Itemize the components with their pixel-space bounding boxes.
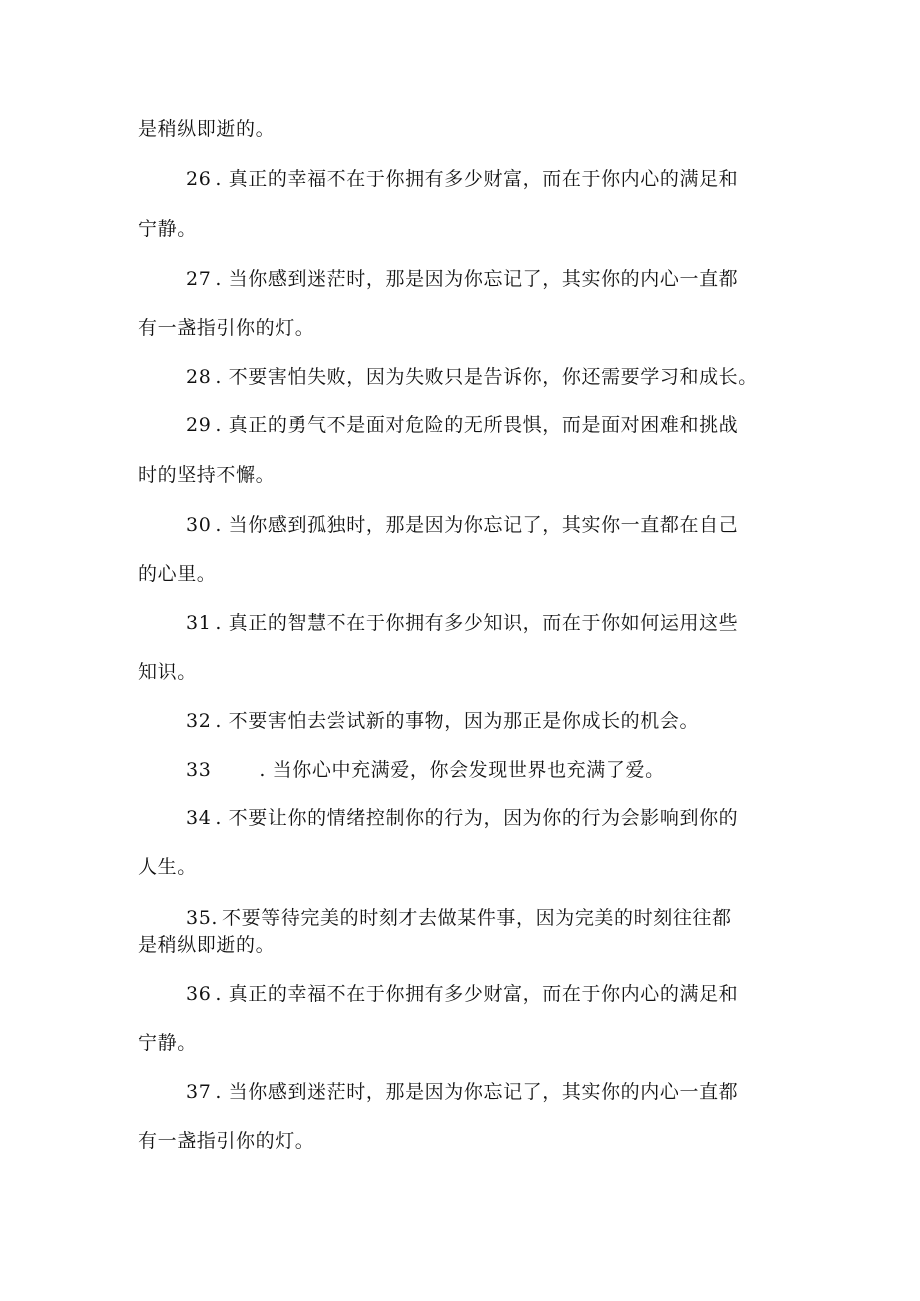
paragraph-text: . 当你心中充满爱，你会发现世界也充满了爱。 (259, 759, 665, 781)
paragraph-number: 29 (186, 414, 212, 436)
paragraph-number: 35. (186, 907, 219, 929)
paragraph-32-line-1 (186, 709, 846, 733)
paragraph-text: . 真正的幸福不在于你拥有多少财富，而在于你内心的满足和 (215, 168, 739, 190)
paragraph-35-line-2: 是稍纵即逝的。 (138, 934, 276, 956)
paragraph-continuation-line: 是稍纵即逝的。 (138, 118, 276, 140)
paragraph-text: . 不要害怕失败，因为失败只是告诉你，你还需要学习和成长。 (215, 366, 758, 388)
paragraph-text: . 当你感到迷茫时，那是因为你忘记了，其实你的内心一直都 (215, 1081, 739, 1103)
paragraph-number: 37 (186, 1081, 212, 1103)
paragraph-number: 30 (186, 514, 212, 536)
paragraph-30-line-1 (186, 513, 846, 537)
paragraph-text: . 真正的勇气不是面对危险的无所畏惧，而是面对困难和挑战 (215, 414, 739, 436)
paragraph-number: 28 (186, 366, 212, 388)
paragraph-text: . 真正的幸福不在于你拥有多少财富，而在于你内心的满足和 (215, 983, 739, 1005)
paragraph-36-line-2: 宁静。 (138, 1032, 197, 1054)
paragraph-37-line-1 (186, 1080, 846, 1104)
paragraph-31-line-1 (186, 611, 846, 635)
paragraph-26-line-2: 宁静。 (138, 218, 197, 240)
paragraph-number: 33 (186, 759, 212, 781)
paragraph-number: 26 (186, 168, 212, 190)
paragraph-26-line-1 (186, 167, 846, 191)
paragraph-28-line-1 (186, 365, 846, 389)
paragraph-37-line-2: 有一盏指引你的灯。 (138, 1130, 315, 1152)
paragraph-text: . 不要让你的情绪控制你的行为，因为你的行为会影响到你的 (215, 807, 739, 829)
paragraph-number: 34 (186, 807, 212, 829)
paragraph-text: . 真正的智慧不在于你拥有多少知识，而在于你如何运用这些 (215, 612, 739, 634)
paragraph-27-line-1 (186, 267, 846, 291)
paragraph-31-line-2: 知识。 (138, 661, 197, 683)
paragraph-34-line-2: 人生。 (138, 856, 197, 878)
paragraph-number: 36 (186, 983, 212, 1005)
paragraph-35-line-1 (186, 906, 846, 930)
paragraph-27-line-2: 有一盏指引你的灯。 (138, 317, 315, 339)
paragraph-33-line-1 (186, 758, 846, 782)
paragraph-text: . 当你感到迷茫时，那是因为你忘记了，其实你的内心一直都 (215, 268, 739, 290)
paragraph-text: 不要等待完美的时刻才去做某件事，因为完美的时刻往往都 (222, 907, 732, 929)
paragraph-text: . 当你感到孤独时，那是因为你忘记了，其实你一直都在自己 (215, 514, 739, 536)
paragraph-number: 32 (186, 710, 212, 732)
paragraph-29-line-1 (186, 413, 846, 437)
paragraph-30-line-2: 的心里。 (138, 563, 217, 585)
paragraph-34-line-1 (186, 806, 846, 830)
paragraph-number: 27 (186, 268, 212, 290)
paragraph-number: 31 (186, 612, 212, 634)
paragraph-text: . 不要害怕去尝试新的事物，因为那正是你成长的机会。 (215, 710, 700, 732)
paragraph-36-line-1 (186, 982, 846, 1006)
paragraph-29-line-2: 时的坚持不懈。 (138, 464, 276, 486)
